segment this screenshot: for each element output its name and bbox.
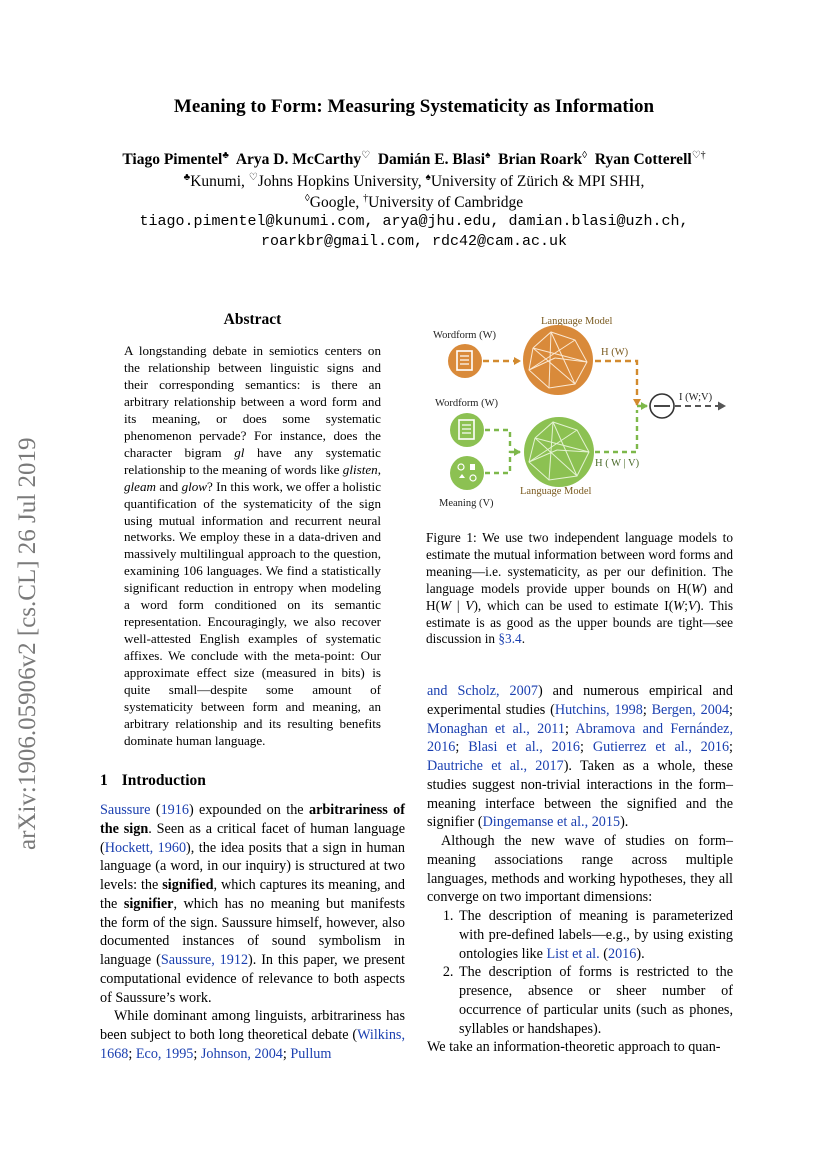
- author-list: [0, 150, 828, 169]
- caption-var: V: [465, 597, 474, 613]
- body-text: ;: [455, 739, 469, 756]
- citation-link[interactable]: Saussure, 1912: [160, 952, 249, 968]
- affiliation-mark: ♣: [222, 150, 229, 161]
- dimensions-list: [427, 907, 733, 1038]
- section-link[interactable]: §3.4: [498, 631, 522, 647]
- caption-text: .: [521, 631, 526, 647]
- body-text: , which captures its meaning, and the: [100, 877, 405, 912]
- bold-term: signified: [162, 877, 214, 893]
- affiliations-line-1: [0, 172, 828, 191]
- author-name: Brian Roark: [498, 151, 583, 169]
- bold-term: arbitrariness of the sign: [100, 802, 405, 837]
- citation-link[interactable]: and Scholz, 2007: [427, 683, 538, 699]
- body-text: ;: [729, 701, 733, 718]
- h-w-label: H (W): [601, 347, 629, 358]
- citation-link[interactable]: List et al.: [546, 945, 600, 962]
- document-icon: [448, 344, 482, 378]
- body-text: ), the idea posits that a sign in human language (a word, in our inquiry) is structured at two levels: the: [100, 839, 406, 893]
- abstract-italic: glisten: [342, 461, 378, 477]
- figure-caption: [426, 530, 733, 648]
- neural-network-icon: [523, 325, 593, 395]
- emails-line-2[interactable]: roarkbr@gmail.com, rdc42@cam.ac.uk: [260, 233, 568, 250]
- body-text: ;: [642, 701, 652, 718]
- right-paragraph-2: Although the new wave of studies on form–meaning associations range across multiple languages, methods and working hypotheses, they all converge on two important dimensions:: [427, 833, 733, 906]
- paper-title: Meaning to Form: Measuring Systematicity as Information: [173, 96, 655, 117]
- affiliation-mark: ♡†: [691, 150, 706, 161]
- h-w-given-v-label: H ( W | V): [595, 458, 640, 469]
- section-title: Introduction: [121, 772, 206, 789]
- caption-text: ), which can be used to estimate I(: [473, 597, 674, 613]
- affiliation-text: Google,: [309, 194, 364, 212]
- affiliation-mark: ♠: [425, 172, 431, 183]
- body-text: (: [599, 945, 608, 962]
- caption-var: W: [691, 580, 703, 596]
- bold-term: signifier: [123, 895, 174, 912]
- section-heading: [100, 772, 206, 790]
- body-text: . Seen as a critical facet of human language (: [100, 820, 405, 856]
- body-text: (: [150, 802, 161, 818]
- lm-bottom-label: Language Model: [520, 486, 592, 497]
- affiliation-text: University of Cambridge: [368, 194, 524, 212]
- caption-text: |: [451, 597, 466, 613]
- caption-text: We use two independent language models to estimate the mutual information between word forms and meaning—i.e. systematicity, as per our definition. The language models provide upper bounds on H(: [426, 530, 733, 596]
- affiliation-mark: †: [363, 193, 369, 204]
- citation-link[interactable]: Wilkins, 1668: [100, 1027, 405, 1062]
- citation-link[interactable]: Dingemanse et al., 2015: [482, 814, 621, 831]
- caption-var: W: [440, 597, 452, 613]
- body-text: ;: [193, 1045, 201, 1062]
- affiliations-line-2: [0, 193, 828, 212]
- right-paragraph-1: [427, 682, 733, 832]
- affiliation-mark: ♡: [361, 150, 371, 161]
- caption-label: Figure 1:: [426, 530, 477, 545]
- caption-text: ). This estimate is as good as the upper bounds are tight—see discussion in: [426, 597, 734, 647]
- affiliation-mark: ◊: [304, 193, 310, 204]
- i-wv-label: I (W;V): [679, 392, 713, 403]
- body-text: ;: [564, 720, 576, 737]
- citation-link[interactable]: Johnson, 2004: [200, 1045, 283, 1062]
- citation-link[interactable]: Saussure: [100, 802, 151, 818]
- author-name: Tiago Pimentel: [122, 151, 223, 169]
- meaning-label: Meaning (V): [439, 498, 494, 509]
- abstract-italic: glow: [181, 478, 208, 494]
- abstract-text: ,: [377, 461, 381, 477]
- citation-link[interactable]: Eco, 1995: [135, 1045, 194, 1062]
- body-text: ;: [282, 1045, 291, 1062]
- abstract-italic: gleam: [124, 478, 156, 494]
- body-text: ). Taken as a whole, these studies suggest non-trivial interactions in the form–meaning interface between the signified and the signifier (: [427, 758, 733, 831]
- body-text: ;: [128, 1045, 136, 1062]
- citation-link[interactable]: 1916: [160, 802, 189, 818]
- lm-top-label: Language Model: [541, 316, 613, 327]
- abstract-body: [124, 343, 381, 750]
- caption-var: V: [687, 597, 697, 613]
- arxiv-stamp: arXiv:1906.05906v2 [cs.CL] 26 Jul 2019: [14, 437, 41, 850]
- affiliation-mark: ♡: [248, 172, 258, 183]
- citation-link[interactable]: 2016: [607, 945, 637, 962]
- citation-link[interactable]: Abramova and Fernández, 2016: [427, 720, 733, 756]
- caption-text: ) and H(: [426, 580, 733, 613]
- author-name: Damián E. Blasi: [377, 151, 486, 169]
- right-column-text: [427, 682, 733, 1057]
- list-item: [457, 963, 733, 1038]
- abstract-text: have any systematic relationship to the meaning of words like: [124, 444, 381, 477]
- citation-link[interactable]: Bergen, 2004: [651, 701, 730, 718]
- document-icon: [450, 413, 484, 447]
- emails-line-1[interactable]: tiago.pimentel@kunumi.com, arya@jhu.edu, damian.blasi@uzh.ch,: [139, 213, 689, 230]
- neural-network-icon: [524, 417, 594, 487]
- citation-link[interactable]: Monaghan et al., 2011: [427, 720, 565, 737]
- intro-paragraph-2: [100, 1007, 405, 1063]
- body-text: While dominant among linguists, arbitrariness has been subject to both long theoretical debate (: [100, 1008, 405, 1043]
- wordform-bottom-label: Wordform (W): [435, 398, 499, 409]
- body-text: ). In this paper, we present computational evidence of relevance to both aspects of Saussure’s work.: [100, 952, 405, 1006]
- body-text: , which has no meaning but manifests the form of the sign. Saussure himself, however, also documented instances of sound symbolism in language (: [100, 895, 405, 968]
- intro-paragraph-1: [100, 801, 405, 1007]
- citation-link[interactable]: Gutierrez et al., 2016: [592, 739, 730, 756]
- author-name: Arya D. McCarthy: [235, 151, 362, 169]
- citation-link[interactable]: Dautriche et al., 2017: [427, 758, 564, 774]
- caption-text: ;: [684, 597, 688, 613]
- affiliation-mark: ♣: [183, 172, 191, 183]
- body-text: The description of meaning is parameterized with pre-defined labels—e.g., by using existing ontologies like: [459, 908, 733, 962]
- left-column-text: [100, 801, 405, 1064]
- citation-link[interactable]: Pullum: [290, 1045, 332, 1062]
- abstract-text: ? In this work, we offer a holistic quantification of the systematicity of the sign using mutual information and recurrent neural networks. We employ these in a data-driven and massively multilingual approach to the question, examining 106 languages. We find a statistically significant reduction in entropy when modeling a word form conditioned on its semantic representation. Encouragingly, we also recover well-attested English examples of systematic affixes. We conclude with the meta-point: Our approximate effect size (measured in bits) is quite small—despite some amount of systematicity between form and meaning, an arbitrary relationship and its resulting benefits dominate human language.: [124, 478, 382, 748]
- list-item: [457, 907, 733, 963]
- affiliation-text: Johns Hopkins University,: [257, 173, 426, 191]
- author-name: Ryan Cotterell: [594, 151, 692, 169]
- abstract-text: A longstanding debate in semiotics centers on the relationship between linguistic signs and their corresponding semantics: is there an arbitrary relationship between a word form and its meaning, or does some systematic phenomenon pervade? For instance, does the character bigram: [124, 343, 381, 460]
- abstract-italic: gl: [234, 444, 245, 460]
- body-text: ) expounded on the: [188, 802, 309, 818]
- affiliation-mark: ♠: [485, 150, 491, 161]
- citation-link[interactable]: Hutchins, 1998: [554, 701, 643, 718]
- body-text: ).: [636, 945, 645, 962]
- citation-link[interactable]: Hockett, 1960: [104, 839, 187, 856]
- figure-1-diagram: [425, 310, 735, 515]
- affiliation-text: University of Zürich & MPI SHH,: [430, 173, 645, 191]
- abstract-heading: Abstract: [223, 311, 282, 328]
- affiliation-text: Kunumi,: [190, 173, 249, 191]
- body-text: ).: [620, 814, 629, 831]
- body-text: ;: [729, 739, 733, 756]
- section-number: 1: [100, 772, 108, 789]
- minus-operator-icon: [650, 394, 674, 418]
- affiliation-mark: ◊: [582, 150, 588, 161]
- citation-link[interactable]: Blasi et al., 2016: [468, 739, 581, 756]
- meaning-icons: [450, 456, 484, 490]
- caption-var: W: [673, 597, 685, 613]
- right-paragraph-3: We take an information-theoretic approach to quan-: [427, 1039, 721, 1056]
- body-text: The description of forms is restricted to the presence, absence or sheer number of occurrence of particular units (such as phones, syllables or handshapes).: [459, 964, 733, 1037]
- abstract-text: and: [156, 478, 182, 494]
- body-text: ;: [580, 739, 593, 756]
- body-text: ) and numerous empirical and experimental studies (: [427, 683, 733, 718]
- wordform-top-label: Wordform (W): [433, 330, 497, 341]
